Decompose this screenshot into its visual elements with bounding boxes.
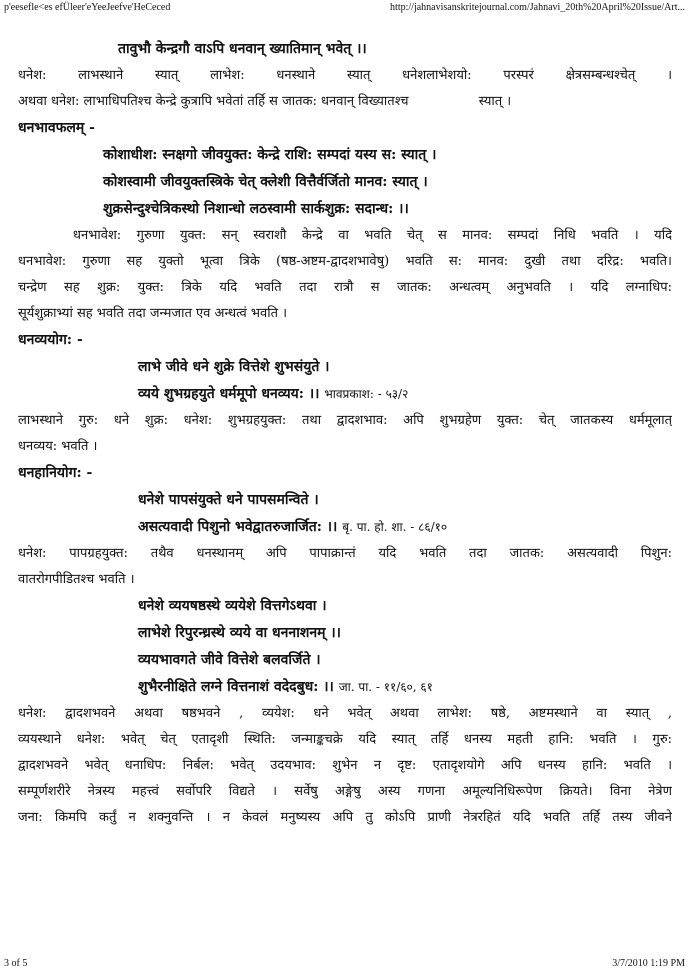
- verse-line: व्यये शुभग्रहयुते धर्ममूपो धनव्यय: ।। भावप्रकाश: - ५३/२: [138, 386, 409, 402]
- paragraph-line: धनेश: द्वादशभवने अथवा षष्ठभवने , व्ययेश: धने भवेत् अथवा लाभेश: षष्ठे, अष्टमस्थाने वा स्यात् ,: [18, 706, 672, 721]
- article-content: [18, 36, 672, 831]
- verse-line: कोशाधीश: स्नक्षगो जीवयुक्त: केन्द्रे राशि: सम्पदां यस्य स: स्यात् ।: [103, 147, 437, 163]
- paragraph-line: सूर्यशुक्राभ्यां सह भवति तदा जन्मजात एव अन्धत्वं भवति ।: [18, 306, 288, 321]
- verse-line: कोशस्वामी जीवयुक्तस्त्रिके चेत् क्लेशी वित्तैर्वर्जितो मानव: स्यात् ।: [103, 174, 428, 190]
- verse-line: लाभे जीवे धने शुक्रे वित्तेशे शुभसंयुते ।: [138, 359, 330, 375]
- section-heading-dhanahaniyoga: धनहानियोग: -: [18, 465, 93, 481]
- section-heading-dhanabhavaphalam: धनभावफलम् -: [18, 120, 95, 136]
- paragraph-line: धनभावेश: गुरुणा युक्त: सन् स्वराशौ केन्द्रे वा भवति चेत् स मानव: सम्पदां निधि भवति । यदि: [73, 228, 672, 243]
- verse-line: शुक्रसेन्दुश्चेत्रिकस्थो निशान्धो लठस्वामी सार्कशुक्र: सदान्ध: ।।: [103, 201, 409, 217]
- header-page-title: p'eesefle<es efÜleer'eYeeJeefve'HeCeced: [4, 2, 171, 13]
- paragraph-text: अथवा धनेश: लाभाधिपतिश्च केन्द्रे कुत्रापि भवेतां तर्हि स जातक: धनवान् विख्यातश्च: [18, 94, 409, 109]
- verse-line: लाभेशे रिपुरन्ध्रस्थे व्यये वा धननाशनम् ।।: [138, 625, 341, 641]
- paragraph-line: वातरोगपीडितश्च भवति ।: [18, 572, 135, 587]
- paragraph-line: जना: किमपि कर्तुं न शक्नुवन्ति । न केवलं मनुष्यस्य अपि तु कोऽपि प्राणी नेत्ररहितं यदि भवति तर्हि तस्य जीवने: [18, 810, 672, 825]
- verse-reference: भावप्रकाश: - ५३/२: [324, 387, 409, 401]
- verse-reference: बृ. पा. हो. शा. - ८६/१०: [342, 520, 448, 534]
- paragraph-line: धनव्यय: भवति ।: [18, 439, 98, 454]
- paragraph-line: [18, 89, 672, 115]
- paragraph-line: द्वादशभवने भवेत् धनाधिप: निर्बल: भवेत् उदयभाव: शुभेन न दृष्ट: एतादृशयोगे अपि धनस्य हानि: भवति ।: [18, 758, 672, 773]
- paragraph-line: लाभस्थाने गुरु: धने शुक्र: धनेश: शुभग्रहयुक्त: तथा द्वादशभाव: अपि शुभग्रहेण युक्त: चेत् जातकस्य धर्ममूलात्: [18, 413, 672, 428]
- browser-print-footer: [4, 958, 685, 972]
- verse-line: धनेशे व्ययषष्ठस्थे व्ययेशे वित्तगेऽथवा ।: [138, 598, 327, 614]
- verse-line: असत्यवादी पिशुनो भवेद्वातरुजार्जित: ।। बृ. पा. हो. शा. - ८६/१०: [138, 519, 448, 535]
- footer-page-number: 3 of 5: [4, 958, 28, 969]
- verse-reference: जा. पा. - ११/६०, ६१: [338, 680, 433, 694]
- verse-line: तावुभौ केन्द्रगौ वाऽपि धनवान् ख्यातिमान् भवेत् ।।: [118, 41, 367, 57]
- verse-line: व्ययभावगते जीवे वित्तेशे बलवर्जिते ।: [138, 652, 321, 668]
- paragraph-line: व्ययस्थाने धनेश: भवेत् चेत् एतादृशी स्थिति: जन्माङ्कचक्रे यदि स्यात् तर्हि धनस्य महती हानि: भवति । गुरु:: [18, 732, 672, 747]
- paragraph-line: सम्पूर्णशरीरे नेत्रस्य महत्त्वं सर्वोपरि विद्यते । सर्वेषु अङ्गेषु अस्य गणना अमूल्यनिधिरूपेण क्रियते। विना नेत्रेण: [18, 784, 672, 799]
- section-heading-dhanavyayayoga: धनव्ययोग: -: [18, 332, 83, 348]
- paragraph-line: चन्द्रेण सह शुक्र: युक्त: त्रिके यदि भवति तदा रात्रौ स जातक: अन्धत्वम् अनुभवति । यदि लग्नाधिप:: [18, 280, 672, 295]
- verse-line: शुभैरनीक्षिते लग्ने वित्तनाशं वदेदबुध: ।। जा. पा. - ११/६०, ६१: [138, 679, 433, 695]
- header-url: http://jahnavisanskritejournal.com/Jahnavi_20th%20April%20Issue/Art...: [390, 2, 685, 13]
- paragraph-line: धनेश: लाभस्थाने स्यात् लाभेश: धनस्थाने स्यात् धनेशलाभेशयो: परस्परं क्षेत्रसम्बन्धश्चेत् ।: [18, 68, 672, 83]
- paragraph-line: धनेश: पापग्रहयुक्त: तथैव धनस्थानम् अपि पापाक्रान्तं यदि भवति तदा जातक: असत्यवादी पिशुन:: [18, 546, 672, 561]
- footer-datetime: 3/7/2010 1:19 PM: [612, 958, 685, 969]
- paragraph-text-end: स्यात् ।: [478, 94, 512, 109]
- browser-print-header: [4, 2, 685, 16]
- paragraph-line: धनभावेश: गुरुणा सह युक्तो भूत्वा त्रिके (षष्ठ-अष्टम-द्वादशभावेषु) भवति स: मानव: दुखी तथा दरिद्र: भवति।: [18, 254, 672, 269]
- verse-line: धनेशे पापसंयुक्ते धने पापसमन्विते ।: [138, 492, 319, 508]
